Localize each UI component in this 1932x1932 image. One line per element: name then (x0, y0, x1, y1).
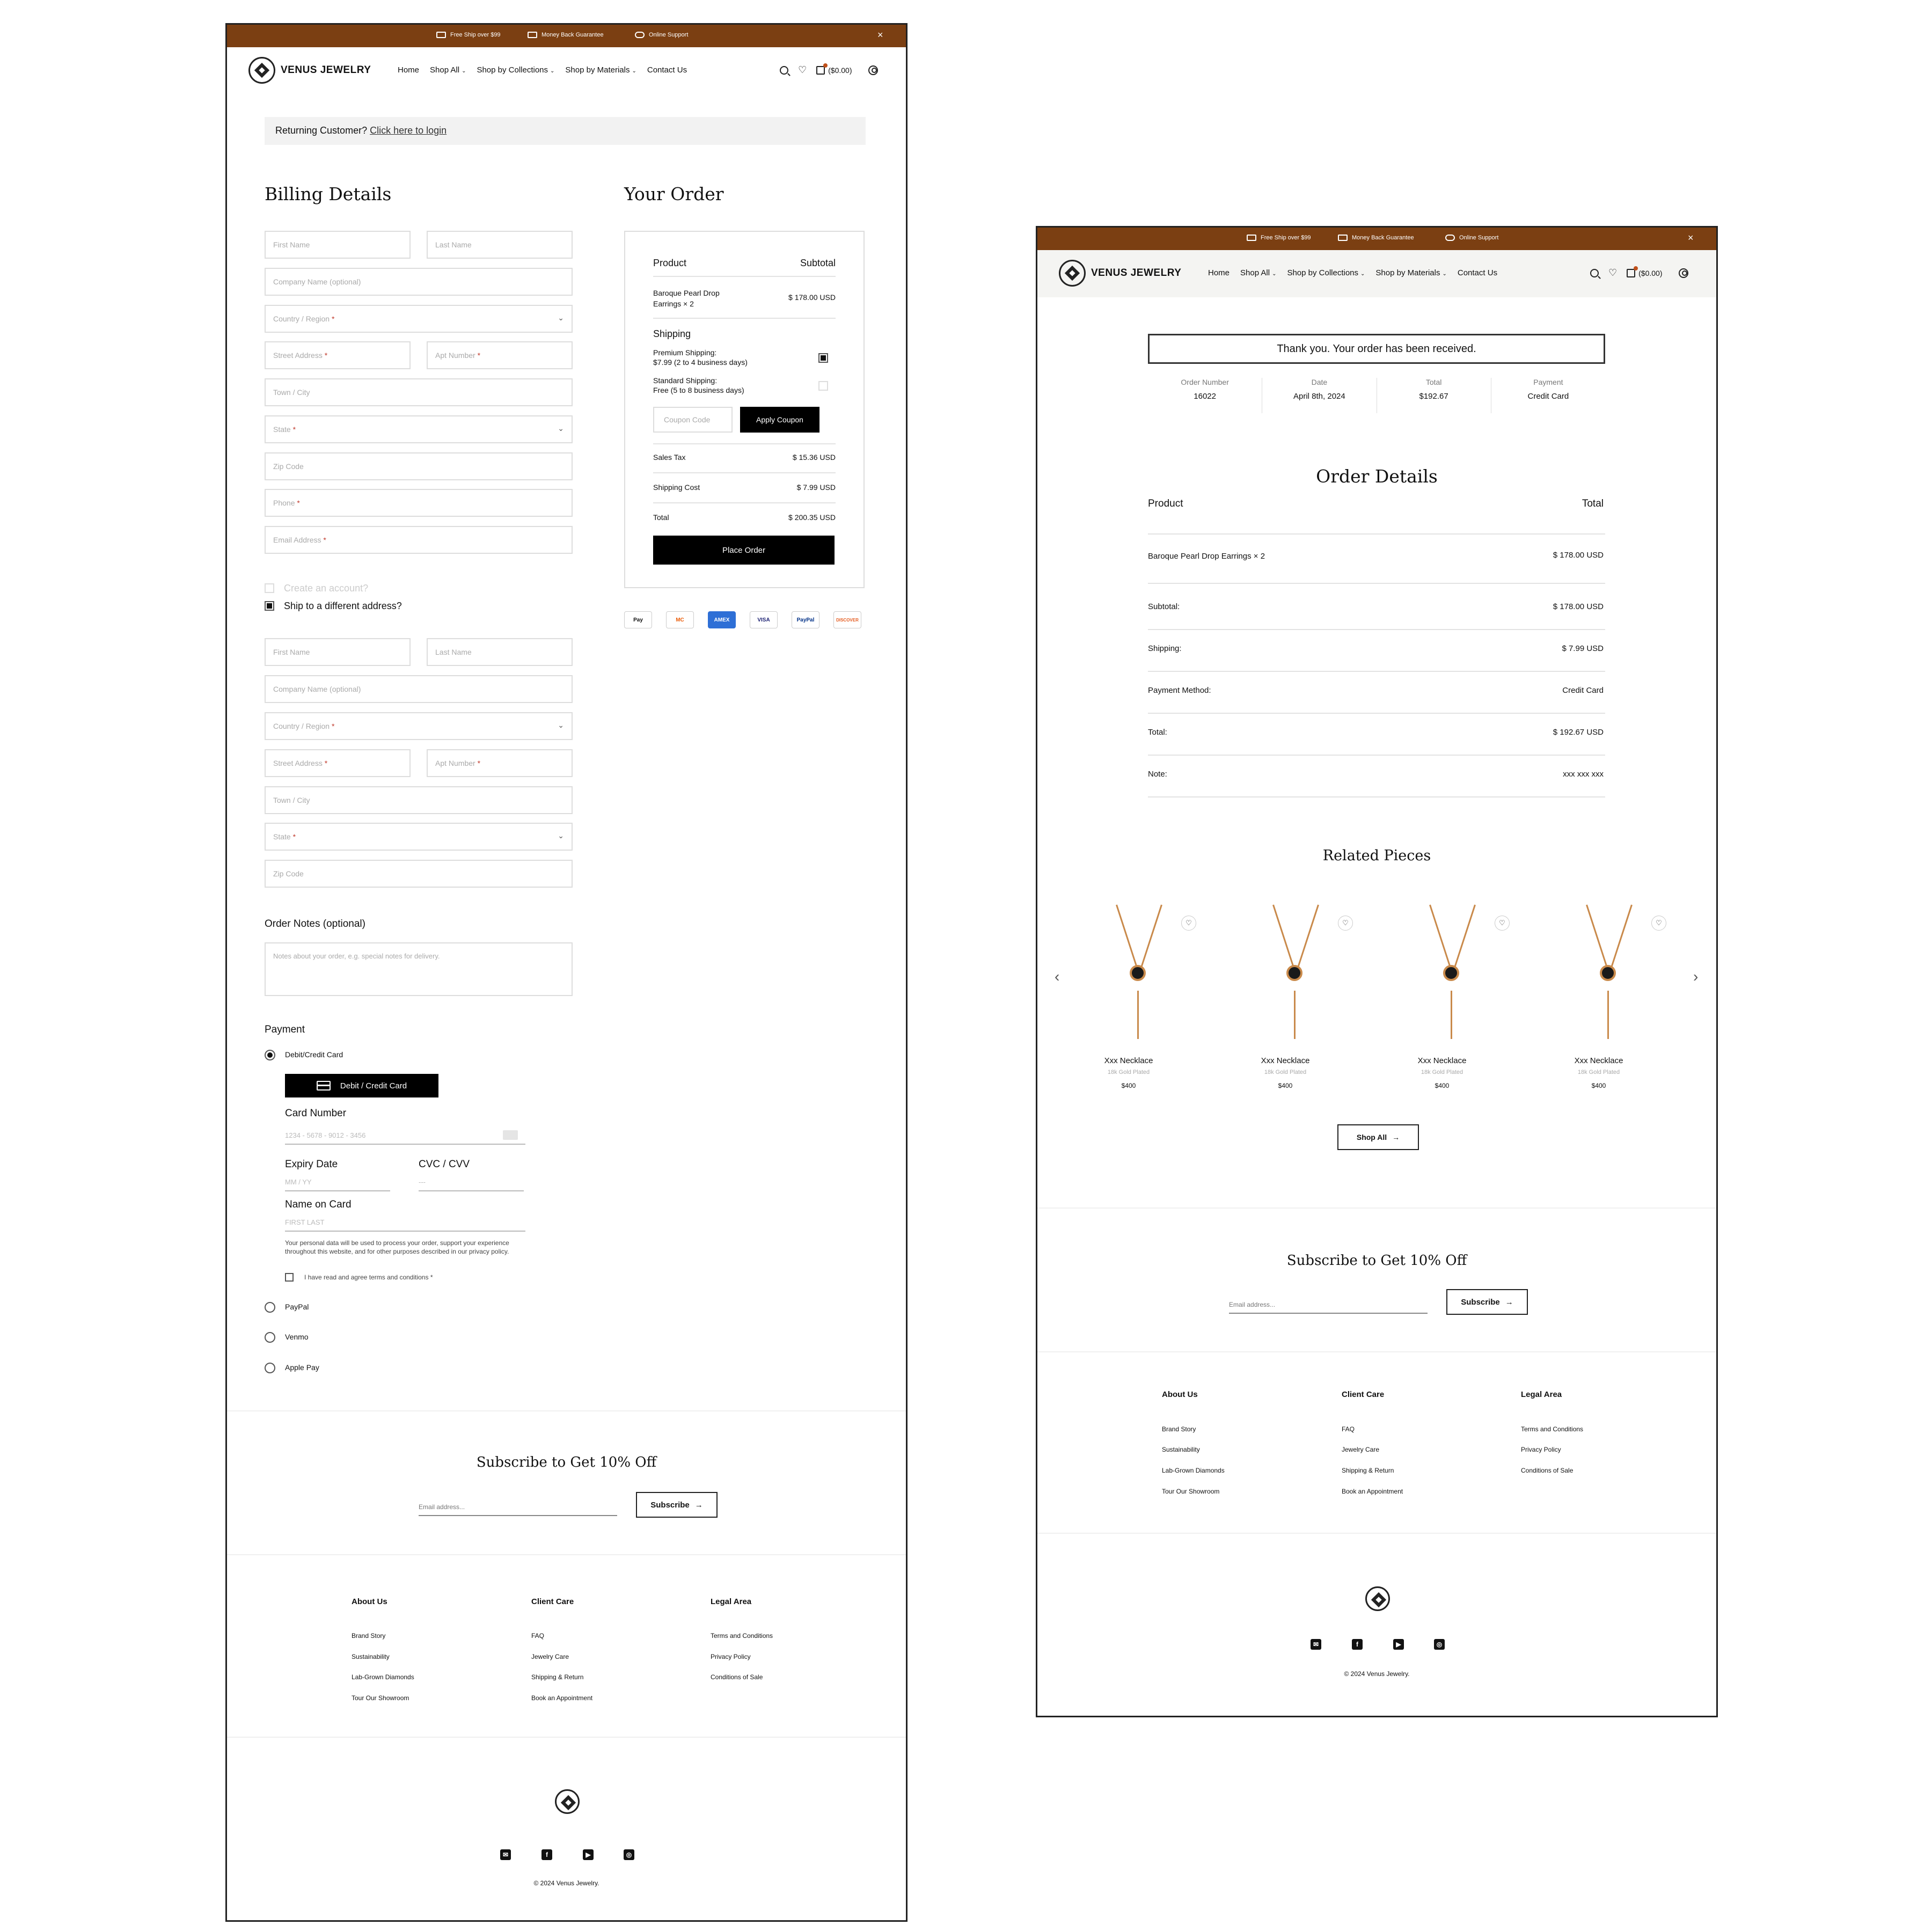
necklace-image (1586, 905, 1608, 969)
payment-label-paypal: PayPal (285, 1302, 309, 1311)
product-price: $400 (1278, 1082, 1293, 1089)
detail-row-label: Shipping: (1148, 644, 1182, 653)
detail-row-value: $ 178.00 USD (1553, 602, 1604, 611)
footer-link[interactable]: Jewelry Care (531, 1653, 569, 1660)
close-icon[interactable]: × (1688, 232, 1694, 243)
close-icon[interactable]: × (877, 30, 883, 40)
payment-label: Payment (265, 1024, 305, 1035)
footer-link[interactable]: Shipping & Return (531, 1673, 584, 1681)
subscribe-email-field[interactable]: Email address... (1229, 1301, 1428, 1314)
mail-icon[interactable]: ✉ (1311, 1639, 1321, 1650)
brand-name[interactable]: VENUS JEWELRY (1091, 267, 1182, 279)
carousel-next-icon[interactable]: › (1693, 968, 1699, 985)
footer-client-title: Client Care (531, 1597, 574, 1606)
footer-link[interactable]: Privacy Policy (1521, 1446, 1561, 1453)
money-icon (1338, 235, 1348, 241)
card-icon (503, 1130, 518, 1140)
necklace-image (1429, 905, 1451, 969)
footer-logo-icon[interactable] (555, 1789, 580, 1814)
arrow-right-icon: → (1392, 1133, 1400, 1141)
subscribe-title: Subscribe to Get 10% Off (1286, 1253, 1467, 1269)
necklace-image (1137, 991, 1139, 1039)
town-field[interactable]: Town / City (265, 378, 573, 406)
chevron-down-icon: ⌄ (558, 313, 564, 322)
footer-link[interactable]: Privacy Policy (711, 1653, 751, 1660)
divider (1148, 629, 1605, 630)
divider (653, 472, 836, 473)
chevron-down-icon: ⌄ (1272, 271, 1277, 277)
divider (653, 318, 836, 319)
wishlist-heart-icon[interactable]: ♡ (1338, 916, 1353, 931)
product-name[interactable]: Xxx Necklace (1417, 1056, 1467, 1065)
free-ship-notice: Free Ship over $99 (1247, 235, 1311, 241)
ship-apt-field[interactable]: Apt Number * (427, 749, 573, 777)
copyright: © 2024 Venus Jewelry. (533, 1879, 599, 1887)
payment-radio-applepay[interactable] (265, 1363, 275, 1373)
shipping-cost-label: Shipping Cost (653, 483, 700, 492)
related-title: Related Pieces (1322, 847, 1431, 864)
necklace-image (1607, 991, 1609, 1039)
payment-label-applepay: Apple Pay (285, 1363, 319, 1372)
wishlist-heart-icon[interactable]: ♡ (1651, 916, 1666, 931)
footer-about-title: About Us (352, 1597, 387, 1606)
payment-radio-card[interactable] (265, 1050, 275, 1060)
footer-link[interactable]: Jewelry Care (1342, 1446, 1380, 1453)
necklace-image (1297, 905, 1319, 969)
premium-shipping-option: Premium Shipping: $7.99 (2 to 4 business days) (653, 348, 748, 367)
brand-name[interactable]: VENUS JEWELRY (281, 64, 371, 76)
necklace-image (1451, 991, 1452, 1039)
order-summary-box (624, 231, 865, 588)
search-icon[interactable] (780, 66, 788, 75)
necklace-image (1294, 991, 1296, 1039)
standard-shipping-checkbox[interactable] (818, 381, 828, 391)
instagram-icon[interactable]: ◎ (624, 1849, 634, 1860)
product-name[interactable]: Xxx Necklace (1104, 1056, 1153, 1065)
company-field[interactable]: Company Name (optional) (265, 268, 573, 296)
section-divider (1037, 1351, 1716, 1352)
divider (1148, 713, 1605, 714)
support-notice: Online Support (1445, 235, 1498, 241)
main-nav (1037, 250, 1716, 297)
footer-link[interactable]: Shipping & Return (1342, 1467, 1394, 1474)
total-value: $ 200.35 USD (788, 513, 836, 522)
product-name[interactable]: Xxx Necklace (1574, 1056, 1623, 1065)
footer-link[interactable]: Conditions of Sale (711, 1673, 763, 1681)
money-back-notice: Money Back Guarantee (1338, 235, 1414, 241)
arrow-right-icon: → (1505, 1297, 1513, 1307)
nav-collections[interactable]: Shop by Collections ⌄ (477, 65, 555, 75)
divider (1148, 583, 1605, 584)
chevron-down-icon: ⌄ (550, 68, 555, 74)
divider (1148, 533, 1605, 535)
footer-link[interactable]: Book an Appointment (1342, 1488, 1403, 1495)
details-item: Baroque Pearl Drop Earrings × 2 (1148, 552, 1265, 561)
announcement-bar (227, 25, 906, 47)
detail-row-value: Credit Card (1562, 686, 1604, 695)
section-divider (227, 1410, 906, 1411)
nav-menu (398, 65, 698, 75)
chevron-down-icon: ⌄ (558, 424, 564, 433)
footer-link[interactable]: Terms and Conditions (1521, 1425, 1584, 1433)
cart-button[interactable]: ($0.00) (1627, 269, 1662, 277)
headset-icon (635, 32, 645, 38)
support-notice: Online Support (635, 32, 688, 38)
order-details-title: Order Details (1316, 466, 1438, 487)
detail-row-value: xxx xxx xxx (1563, 770, 1604, 779)
expiry-label: Expiry Date (285, 1159, 338, 1170)
footer-about-title: About Us (1162, 1390, 1198, 1399)
order-summary-strip (1148, 378, 1605, 413)
country-select[interactable]: Country / Region * ⌄ (265, 305, 573, 333)
facebook-icon[interactable]: f (541, 1849, 552, 1860)
phone-field[interactable]: Phone * (265, 489, 573, 517)
section-divider (227, 1554, 906, 1555)
copyright: © 2024 Venus Jewelry. (1344, 1670, 1410, 1678)
main-nav (227, 47, 906, 94)
nav-shop-all[interactable]: Shop All ⌄ (430, 65, 466, 75)
ship-different-checkbox[interactable] (265, 601, 274, 611)
sales-tax-label: Sales Tax (653, 453, 686, 462)
nav-home[interactable]: Home (1208, 268, 1230, 277)
footer-legal-title: Legal Area (1521, 1390, 1562, 1399)
ship-last-name-field[interactable]: Last Name (427, 638, 573, 666)
chevron-down-icon: ⌄ (462, 68, 466, 74)
cart-button[interactable]: ($0.00) (816, 66, 852, 75)
expiry-field[interactable]: MM / YY (285, 1178, 390, 1191)
footer-link[interactable]: Conditions of Sale (1521, 1467, 1574, 1474)
summary-total: Total $192.67 (1377, 378, 1491, 413)
bag-icon (816, 66, 825, 75)
order-item-name: Baroque Pearl Drop Earrings × 2 (653, 289, 720, 308)
footer-logo-icon[interactable] (1365, 1586, 1390, 1611)
footer-link[interactable]: Sustainability (352, 1653, 390, 1660)
discover-icon: DISCOVER (833, 611, 861, 628)
footer-legal-title: Legal Area (711, 1597, 752, 1606)
footer-client-title: Client Care (1342, 1390, 1385, 1399)
truck-icon (1247, 235, 1256, 241)
ship-state-select[interactable]: State * ⌄ (265, 823, 573, 851)
arrow-right-icon: → (694, 1500, 703, 1510)
street-field[interactable]: Street Address * (265, 341, 411, 369)
ship-zip-field[interactable]: Zip Code (265, 860, 573, 888)
pendant-image (1130, 965, 1146, 981)
heart-icon[interactable]: ♡ (798, 64, 807, 75)
product-price: $400 (1435, 1082, 1450, 1089)
youtube-icon[interactable]: ▶ (583, 1849, 594, 1860)
detail-row-label: Total: (1148, 728, 1167, 737)
nav-icons (780, 64, 878, 76)
apple-pay-icon: Pay (624, 611, 652, 628)
carousel-prev-icon[interactable]: ‹ (1055, 968, 1060, 985)
ship-country-select[interactable]: Country / Region * ⌄ (265, 712, 573, 740)
user-icon[interactable] (868, 65, 878, 75)
product-material: 18k Gold Plated (1107, 1069, 1150, 1075)
facebook-icon[interactable]: f (1352, 1639, 1363, 1650)
apply-coupon-button[interactable]: Apply Coupon (740, 407, 819, 433)
money-back-notice: Money Back Guarantee (528, 32, 604, 38)
billing-title: Billing Details (265, 184, 392, 204)
necklace-image (1453, 905, 1475, 969)
coupon-field[interactable]: Coupon Code (653, 407, 733, 433)
product-card[interactable] (1404, 905, 1512, 1098)
nav-contact[interactable]: Contact Us (1457, 268, 1498, 277)
product-card[interactable] (1091, 905, 1198, 1098)
payment-radio-paypal[interactable] (265, 1302, 275, 1313)
youtube-icon[interactable]: ▶ (1393, 1639, 1404, 1650)
product-name[interactable]: Xxx Necklace (1261, 1056, 1310, 1065)
product-material: 18k Gold Plated (1421, 1069, 1463, 1075)
name-on-card-label: Name on Card (285, 1199, 352, 1210)
divider (653, 502, 836, 503)
pendant-image (1600, 965, 1616, 981)
necklace-image (1272, 905, 1294, 969)
product-card[interactable] (1248, 905, 1355, 1098)
name-on-card-field[interactable]: FIRST LAST (285, 1218, 525, 1232)
total-label: Total (653, 513, 669, 522)
ship-town-field[interactable]: Town / City (265, 786, 573, 814)
footer-link[interactable]: Brand Story (1162, 1425, 1196, 1433)
order-item-price: $ 178.00 USD (788, 293, 836, 302)
credit-card-icon (317, 1081, 331, 1091)
payment-label-card: Debit/Credit Card (285, 1050, 343, 1059)
bag-icon (1627, 269, 1635, 277)
visa-icon: VISA (750, 611, 778, 628)
pendant-image (1443, 965, 1459, 981)
shipping-label: Shipping (653, 328, 691, 339)
heart-icon[interactable]: ♡ (1608, 267, 1618, 278)
apt-field[interactable]: Apt Number * (427, 341, 573, 369)
footer-link[interactable]: Tour Our Showroom (352, 1694, 409, 1702)
detail-row-label: Payment Method: (1148, 686, 1211, 695)
footer-link[interactable]: FAQ (531, 1632, 545, 1640)
order-notes-textarea[interactable]: Notes about your order, e.g. special notes for delivery. (265, 942, 573, 996)
order-title: Your Order (624, 184, 724, 204)
product-header: Product (653, 258, 687, 268)
announcement-bar (1037, 228, 1716, 250)
detail-row-value: $ 192.67 USD (1553, 728, 1604, 737)
details-item-total: $ 178.00 USD (1553, 551, 1604, 560)
necklace-image (1116, 905, 1138, 969)
nav-menu (1208, 268, 1508, 277)
footer-link[interactable]: Brand Story (352, 1632, 386, 1640)
section-divider (227, 1737, 906, 1738)
detail-row-value: $ 7.99 USD (1562, 644, 1604, 653)
checkout-page (225, 23, 908, 1922)
chevron-down-icon: ⌄ (558, 721, 564, 729)
subscribe-email-field[interactable]: Email address... (419, 1503, 617, 1516)
summary-order-number: Order Number 16022 (1148, 378, 1262, 413)
cvc-label: CVC / CVV (419, 1159, 470, 1170)
product-material: 18k Gold Plated (1264, 1069, 1307, 1075)
place-order-button[interactable]: Place Order (653, 536, 835, 565)
nav-home[interactable]: Home (398, 65, 420, 75)
card-number-label: Card Number (285, 1108, 347, 1119)
free-ship-notice: Free Ship over $99 (436, 32, 501, 38)
detail-row-label: Note: (1148, 770, 1167, 779)
email-field[interactable]: Email Address * (265, 526, 573, 554)
standard-shipping-option: Standard Shipping: Free (5 to 8 business days) (653, 376, 744, 394)
first-name-field[interactable]: First Name (265, 231, 411, 259)
section-divider (1037, 1208, 1716, 1209)
divider (653, 443, 836, 444)
summary-payment: Payment Credit Card (1527, 378, 1569, 401)
headset-icon (1445, 235, 1455, 241)
mastercard-icon: MC (666, 611, 694, 628)
footer-link[interactable]: Terms and Conditions (711, 1632, 773, 1640)
zip-field[interactable]: Zip Code (265, 452, 573, 480)
detail-row-label: Subtotal: (1148, 602, 1180, 611)
ship-different-label: Ship to a different address? (284, 601, 402, 611)
state-select[interactable]: State * ⌄ (265, 415, 573, 443)
shipping-cost-value: $ 7.99 USD (796, 483, 836, 492)
ship-company-field[interactable]: Company Name (optional) (265, 675, 573, 703)
section-divider (1037, 1533, 1716, 1534)
truck-icon (436, 32, 446, 38)
product-price: $400 (1121, 1082, 1136, 1089)
chevron-down-icon: ⌄ (1360, 271, 1365, 277)
payment-radio-venmo[interactable] (265, 1332, 275, 1343)
nav-shop-all[interactable]: Shop All ⌄ (1240, 268, 1277, 277)
cvc-field[interactable]: --- (419, 1178, 524, 1191)
search-icon[interactable] (1590, 269, 1599, 277)
necklace-image (1140, 905, 1162, 969)
paypal-icon: PayPal (792, 611, 819, 628)
mail-icon[interactable]: ✉ (500, 1849, 511, 1860)
details-product-header: Product (1148, 498, 1183, 509)
product-price: $400 (1591, 1082, 1606, 1089)
logo-icon[interactable] (1059, 260, 1086, 287)
divider (1148, 755, 1605, 756)
order-notes-label: Order Notes (optional) (265, 918, 365, 930)
ship-first-name-field[interactable]: First Name (265, 638, 411, 666)
ship-street-field[interactable]: Street Address * (265, 749, 411, 777)
chevron-down-icon: ⌄ (558, 831, 564, 840)
nav-icons (1590, 267, 1688, 279)
sales-tax-value: $ 15.36 USD (792, 453, 836, 462)
product-card[interactable] (1561, 905, 1668, 1098)
divider (653, 276, 836, 277)
wishlist-heart-icon[interactable]: ♡ (1181, 916, 1196, 931)
summary-date: Date April 8th, 2024 (1262, 378, 1377, 413)
login-link[interactable]: Click here to login (370, 125, 447, 136)
pendant-image (1286, 965, 1302, 981)
footer-link[interactable]: Lab-Grown Diamonds (1162, 1467, 1225, 1474)
create-account-checkbox[interactable] (265, 583, 274, 593)
nav-collections[interactable]: Shop by Collections ⌄ (1287, 268, 1365, 277)
nav-materials[interactable]: Shop by Materials ⌄ (1375, 268, 1447, 277)
user-icon[interactable] (1679, 268, 1688, 278)
chevron-down-icon: ⌄ (1442, 271, 1447, 277)
create-account-label: Create an account? (284, 583, 369, 594)
terms-label: I have read and agree terms and conditions * (304, 1274, 433, 1281)
logo-icon[interactable] (248, 57, 275, 84)
footer-link[interactable]: Book an Appointment (531, 1694, 593, 1702)
product-material: 18k Gold Plated (1577, 1069, 1620, 1075)
shop-all-button[interactable]: Shop All → (1337, 1124, 1419, 1150)
chevron-down-icon: ⌄ (632, 68, 636, 74)
footer-link[interactable]: FAQ (1342, 1425, 1355, 1433)
returning-customer-banner: Returning Customer? Click here to login (265, 117, 866, 145)
subscribe-title: Subscribe to Get 10% Off (476, 1454, 657, 1470)
amex-icon: AMEX (708, 611, 736, 628)
divider (1148, 796, 1605, 797)
necklace-image (1610, 905, 1632, 969)
subscribe-button[interactable]: Subscribe → (636, 1492, 718, 1518)
footer-link[interactable]: Sustainability (1162, 1446, 1200, 1453)
payment-label-venmo: Venmo (285, 1333, 309, 1341)
premium-shipping-checkbox[interactable] (818, 353, 828, 363)
divider (1148, 671, 1605, 672)
confirmation-page (1036, 226, 1718, 1717)
instagram-icon[interactable]: ◎ (1434, 1639, 1445, 1650)
footer-link[interactable]: Lab-Grown Diamonds (352, 1673, 414, 1681)
nav-contact[interactable]: Contact Us (647, 65, 687, 75)
card-tab[interactable]: Debit / Credit Card (285, 1074, 438, 1097)
last-name-field[interactable]: Last Name (427, 231, 573, 259)
wishlist-heart-icon[interactable]: ♡ (1495, 916, 1510, 931)
card-number-field[interactable]: 1234 - 5678 - 9012 - 3456 (285, 1131, 525, 1145)
thank-you-banner: Thank you. Your order has been received. (1148, 334, 1605, 364)
footer-link[interactable]: Tour Our Showroom (1162, 1488, 1220, 1495)
subscribe-button[interactable]: Subscribe → (1446, 1289, 1528, 1315)
money-icon (528, 32, 537, 38)
privacy-notice: Your personal data will be used to process your order, support your experience throughout this website, and for other purposes described in our privacy policy. (285, 1239, 509, 1255)
subtotal-header: Subtotal (800, 258, 836, 268)
terms-checkbox[interactable] (285, 1273, 294, 1282)
details-total-header: Total (1582, 498, 1604, 509)
nav-materials[interactable]: Shop by Materials ⌄ (565, 65, 636, 75)
